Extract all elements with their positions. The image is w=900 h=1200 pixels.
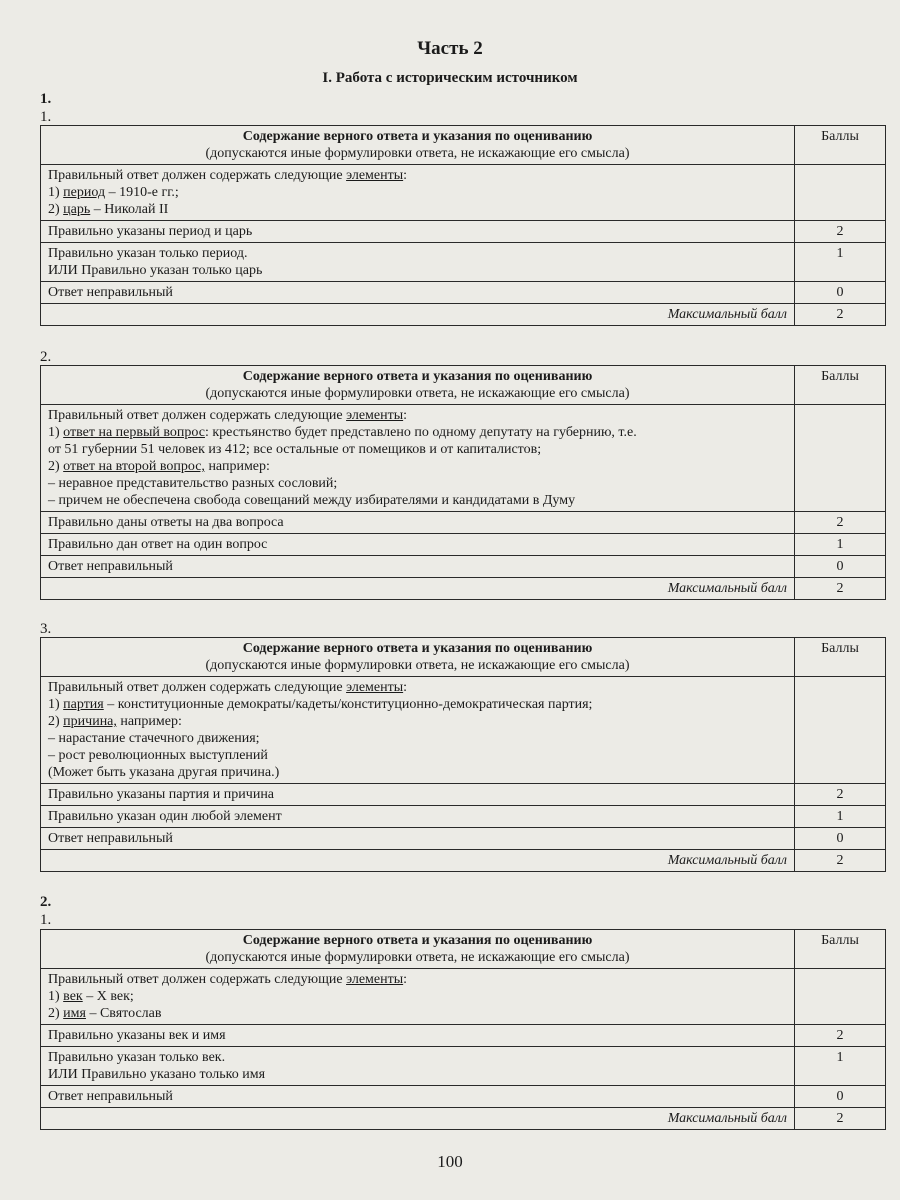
- underlined-term: царь: [63, 202, 91, 217]
- text-segment: 2): [48, 459, 64, 474]
- criterion-text: Правильно указаны партия и причина: [48, 787, 275, 802]
- criterion-text: Правильно указаны век и имя: [48, 1028, 226, 1043]
- answer-line: [48, 475, 787, 492]
- criterion-text: Правильно указан один любой элемент: [48, 809, 282, 824]
- table-header-row: [41, 638, 886, 677]
- text-segment: например:: [116, 714, 182, 729]
- underlined-term: период: [63, 185, 106, 200]
- text-segment: Правильный ответ должен содержать следующие: [48, 168, 347, 183]
- content-header-note: (допускаются иные формулировки ответа, не искажающие его смысла): [205, 658, 630, 673]
- underlined-term: ответ на первый вопрос: [63, 425, 205, 440]
- text-segment: – причем не обеспечена свобода совещаний между избирателями и кандидатами в Думу: [48, 493, 576, 508]
- criterion-text: ИЛИ Правильно указан только царь: [48, 263, 263, 278]
- score-value: 1: [795, 806, 886, 828]
- answer-elements-cell: [41, 677, 795, 784]
- answer-elements-row: [41, 677, 886, 784]
- answer-elements-row: [41, 969, 886, 1025]
- text-segment: – нарастание стачечного движения;: [48, 731, 260, 746]
- content-header-title: Содержание верного ответа и указания по оцениванию: [242, 129, 593, 144]
- content-header-cell: [41, 126, 795, 165]
- text-segment: – конституционные демократы/кадеты/конституционно-демократическая партия;: [103, 697, 593, 712]
- max-score-label: Максимальный балл: [41, 1108, 795, 1130]
- underlined-term: век: [63, 989, 83, 1004]
- page-number: 100: [437, 1152, 463, 1171]
- points-header-cell: Баллы: [795, 366, 886, 405]
- answer-line: [48, 988, 787, 1005]
- max-score-value: 2: [795, 578, 886, 600]
- text-segment: – Николай II: [90, 202, 169, 217]
- max-score-row: [41, 304, 886, 326]
- text-segment: от 51 губернии 51 человек из 412; все остальные от помещиков и от капиталистов;: [48, 442, 542, 457]
- score-value: 0: [795, 1086, 886, 1108]
- score-value: 2: [795, 512, 886, 534]
- item-label: 1.: [40, 109, 52, 125]
- score-value: 1: [795, 243, 886, 282]
- criterion-text: Ответ неправильный: [48, 1089, 173, 1104]
- answer-line: [48, 458, 787, 475]
- score-value: 0: [795, 282, 886, 304]
- table-header-row: [41, 126, 886, 165]
- score-row: [41, 784, 886, 806]
- answer-line: [48, 167, 787, 184]
- answer-line: [48, 1005, 787, 1022]
- criterion-text: ИЛИ Правильно указано только имя: [48, 1067, 266, 1082]
- criterion-cell: [41, 784, 795, 806]
- score-value: 1: [795, 534, 886, 556]
- answer-line: [48, 492, 787, 509]
- text-segment: 1): [48, 697, 64, 712]
- empty-points-cell: [795, 969, 886, 1025]
- text-segment: 2): [48, 1006, 64, 1021]
- score-value: 2: [795, 1025, 886, 1047]
- score-value: 2: [795, 784, 886, 806]
- max-score-label: Максимальный балл: [41, 578, 795, 600]
- text-segment: Правильный ответ должен содержать следующие: [48, 408, 347, 423]
- group-label: 1.: [40, 91, 52, 107]
- max-score-row: [41, 850, 886, 872]
- text-segment: 2): [48, 714, 64, 729]
- answer-line: [48, 407, 787, 424]
- criterion-cell: [41, 512, 795, 534]
- rubric-table: [40, 637, 886, 872]
- answer-elements-cell: [41, 405, 795, 512]
- rubric-table: [40, 929, 886, 1130]
- max-score-value: 2: [795, 1108, 886, 1130]
- criterion-cell: [41, 221, 795, 243]
- text-segment: 1): [48, 989, 64, 1004]
- answer-line: [48, 424, 787, 441]
- text-segment: Правильный ответ должен содержать следующие: [48, 680, 347, 695]
- text-segment: :: [403, 972, 408, 987]
- content-header-title: Содержание верного ответа и указания по оцениванию: [242, 933, 593, 948]
- text-segment: Правильный ответ должен содержать следующие: [48, 972, 347, 987]
- answer-line: [48, 441, 787, 458]
- text-segment: – X век;: [82, 989, 134, 1004]
- content-header-note: (допускаются иные формулировки ответа, не искажающие его смысла): [205, 950, 630, 965]
- score-row: [41, 1047, 886, 1086]
- criterion-cell: [41, 1086, 795, 1108]
- empty-points-cell: [795, 677, 886, 784]
- underlined-term: имя: [63, 1006, 86, 1021]
- answer-line: [48, 201, 787, 218]
- points-header-cell: Баллы: [795, 126, 886, 165]
- criterion-text: Правильно указаны период и царь: [48, 224, 253, 239]
- criterion-cell: [41, 534, 795, 556]
- rubric-table: [40, 125, 886, 326]
- text-segment: (Может быть указана другая причина.): [48, 765, 280, 780]
- underlined-term: элементы: [346, 168, 404, 183]
- answer-elements-cell: [41, 165, 795, 221]
- score-row: [41, 828, 886, 850]
- criterion-cell: [41, 1047, 795, 1086]
- answer-line: [48, 184, 787, 201]
- max-score-row: [41, 578, 886, 600]
- answer-elements-row: [41, 165, 886, 221]
- text-segment: 1): [48, 425, 64, 440]
- text-segment: например:: [204, 459, 270, 474]
- score-value: 0: [795, 828, 886, 850]
- score-row: [41, 243, 886, 282]
- text-segment: 2): [48, 202, 64, 217]
- max-score-label: Максимальный балл: [41, 850, 795, 872]
- underlined-term: причина,: [63, 714, 117, 729]
- empty-points-cell: [795, 165, 886, 221]
- criterion-cell: [41, 556, 795, 578]
- points-header-cell: Баллы: [795, 638, 886, 677]
- underlined-term: элементы: [346, 408, 404, 423]
- criterion-text: Правильно указан только период.: [48, 246, 248, 261]
- criterion-text: Ответ неправильный: [48, 831, 173, 846]
- criterion-cell: [41, 1025, 795, 1047]
- text-segment: 1): [48, 185, 64, 200]
- criterion-text: Ответ неправильный: [48, 285, 173, 300]
- score-row: [41, 512, 886, 534]
- group-label: 2.: [40, 894, 52, 910]
- score-row: [41, 556, 886, 578]
- rubric-table: [40, 365, 886, 600]
- criterion-text: Ответ неправильный: [48, 559, 173, 574]
- answer-line: [48, 764, 787, 781]
- underlined-term: партия: [63, 697, 104, 712]
- content-header-cell: [41, 366, 795, 405]
- score-value: 2: [795, 221, 886, 243]
- criterion-cell: [41, 806, 795, 828]
- text-segment: :: [403, 168, 408, 183]
- item-label: 2.: [40, 349, 52, 365]
- text-segment: :: [403, 680, 408, 695]
- empty-points-cell: [795, 405, 886, 512]
- text-segment: – рост революционных выступлений: [48, 748, 268, 763]
- score-row: [41, 1025, 886, 1047]
- criterion-text: Правильно указан только век.: [48, 1050, 226, 1065]
- answer-elements-row: [41, 405, 886, 512]
- table-header-row: [41, 366, 886, 405]
- answer-line: [48, 747, 787, 764]
- table-header-row: [41, 930, 886, 969]
- score-value: 1: [795, 1047, 886, 1086]
- answer-line: [48, 679, 787, 696]
- text-segment: – Святослав: [85, 1006, 162, 1021]
- underlined-term: элементы: [346, 680, 404, 695]
- text-segment: :: [403, 408, 408, 423]
- score-row: [41, 282, 886, 304]
- criterion-cell: [41, 243, 795, 282]
- criterion-cell: [41, 828, 795, 850]
- score-value: 0: [795, 556, 886, 578]
- answer-line: [48, 696, 787, 713]
- part-title: Часть 2: [417, 38, 483, 59]
- answer-line: [48, 730, 787, 747]
- score-row: [41, 221, 886, 243]
- answer-line: [48, 713, 787, 730]
- section-title: I. Работа с историческим источником: [322, 70, 578, 86]
- underlined-term: ответ на второй вопрос,: [63, 459, 205, 474]
- max-score-row: [41, 1108, 886, 1130]
- underlined-term: элементы: [346, 972, 404, 987]
- answer-elements-cell: [41, 969, 795, 1025]
- criterion-text: Правильно даны ответы на два вопроса: [48, 515, 284, 530]
- content-header-note: (допускаются иные формулировки ответа, не искажающие его смысла): [205, 146, 630, 161]
- score-row: [41, 1086, 886, 1108]
- max-score-label: Максимальный балл: [41, 304, 795, 326]
- content-header-cell: [41, 930, 795, 969]
- text-segment: : крестьянство будет представлено по одному депутату на губернию, т.е.: [204, 425, 637, 440]
- content-header-title: Содержание верного ответа и указания по оцениванию: [242, 641, 593, 656]
- points-header-cell: Баллы: [795, 930, 886, 969]
- criterion-cell: [41, 282, 795, 304]
- item-label: 3.: [40, 621, 52, 637]
- answer-line: [48, 971, 787, 988]
- max-score-value: 2: [795, 304, 886, 326]
- content-header-title: Содержание верного ответа и указания по оцениванию: [242, 369, 593, 384]
- text-segment: – 1910-е гг.;: [105, 185, 179, 200]
- score-row: [41, 806, 886, 828]
- content-header-note: (допускаются иные формулировки ответа, не искажающие его смысла): [205, 386, 630, 401]
- criterion-text: Правильно дан ответ на один вопрос: [48, 537, 268, 552]
- content-header-cell: [41, 638, 795, 677]
- item-label: 1.: [40, 912, 52, 928]
- max-score-value: 2: [795, 850, 886, 872]
- score-row: [41, 534, 886, 556]
- text-segment: – неравное представительство разных сословий;: [48, 476, 338, 491]
